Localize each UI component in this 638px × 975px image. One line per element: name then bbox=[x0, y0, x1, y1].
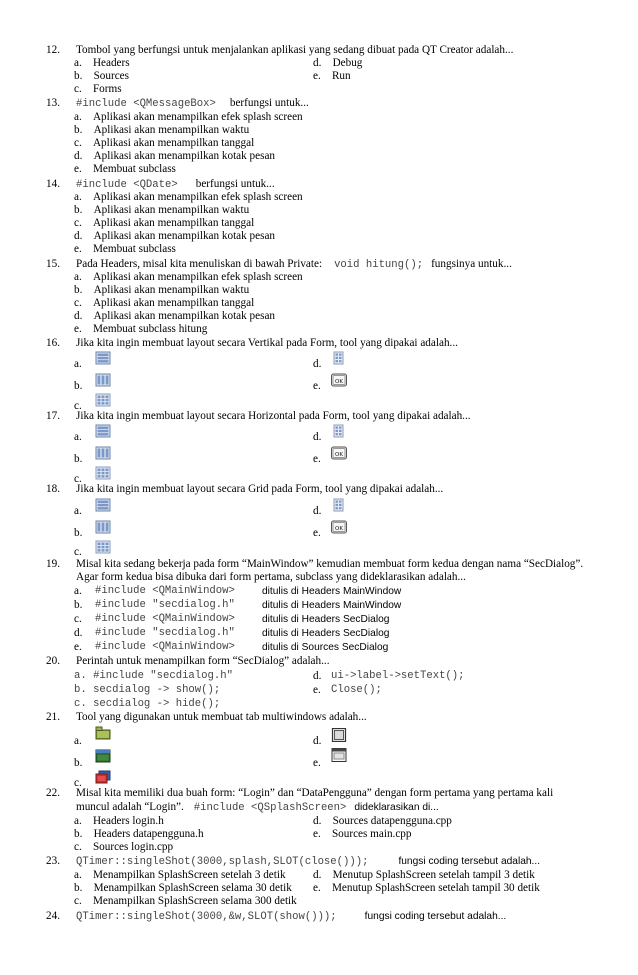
option-c: c. Aplikasi akan menampilkan tanggal bbox=[74, 137, 255, 149]
option-c: c. Aplikasi akan menampilkan tanggal bbox=[74, 217, 255, 229]
question-number: 24. bbox=[46, 910, 60, 922]
code-snippet: #include <QMainWindow> bbox=[95, 585, 235, 597]
option-d: d. Debug bbox=[313, 57, 363, 69]
option-c: c. Menampilkan SplashScreen selama 300 detik bbox=[74, 895, 297, 907]
option-e: e. Menutup SplashScreen setelah tampil 30 detik bbox=[313, 882, 540, 894]
option-b-label: b. bbox=[74, 453, 83, 465]
option-c: c. Forms bbox=[74, 83, 122, 95]
option-c: c. Aplikasi akan menampilkan tanggal bbox=[74, 297, 255, 309]
vertical-layout-icon bbox=[95, 498, 111, 512]
question-text-cont: Agar form kedua bisa dibuka dari form pertama, subclass yang dideklarasikan adalah... bbox=[76, 571, 466, 583]
option-e: e. Run bbox=[313, 70, 351, 82]
option-d: d. Aplikasi akan menampilkan kotak pesan bbox=[74, 150, 276, 162]
option-b: b. Menampilkan SplashScreen selama 30 detik bbox=[74, 882, 292, 894]
question-number: 14. bbox=[46, 178, 60, 190]
option-d: d. Sources datapengguna.cpp bbox=[313, 815, 452, 827]
toolbox-icon bbox=[95, 770, 111, 784]
code-snippet: #include <QMessageBox> bbox=[76, 98, 216, 110]
option-a-label: a. bbox=[74, 735, 82, 747]
question-text: Tombol yang berfungsi untuk menjalankan aplikasi yang sedang dibuat pada QT Creator adalah... bbox=[76, 44, 514, 56]
code-snippet: #include <QMainWindow> bbox=[95, 641, 235, 653]
question-text: fungsi coding tersebut adalah... bbox=[398, 856, 541, 867]
grid-layout-icon bbox=[95, 540, 111, 554]
option-desc: ditulis di Headers SecDialog bbox=[262, 614, 390, 625]
option-a: a. Aplikasi akan menampilkan efek splash screen bbox=[74, 111, 303, 123]
question-number: 21. bbox=[46, 711, 60, 723]
code-snippet: QTimer::singleShot(3000,splash,SLOT(close())); bbox=[76, 856, 369, 868]
option-e-label: e. bbox=[313, 527, 321, 539]
option-label: c. bbox=[74, 613, 82, 625]
grid-layout-icon bbox=[95, 393, 111, 407]
question-number: 19. bbox=[46, 558, 60, 570]
code-snippet: #include <QDate> bbox=[76, 179, 178, 191]
grid-layout-icon bbox=[95, 466, 111, 480]
question-text: fungsi coding tersebut adalah... bbox=[364, 911, 507, 922]
option-d-code: ui->label->setText(); bbox=[331, 670, 465, 682]
question-text: Misal kita sedang bekerja pada form “MainWindow” kemudian membuat form kedua dengan nama “SecDialog”. bbox=[76, 558, 584, 570]
option-b-label: b. bbox=[74, 380, 83, 392]
code-snippet: void hitung(); bbox=[334, 259, 424, 271]
option-label: d. bbox=[74, 627, 83, 639]
option-b: b. Aplikasi akan menampilkan waktu bbox=[74, 124, 250, 136]
option-a: a. #include "secdialog.h" bbox=[74, 670, 233, 682]
question-text: berfungsi untuk... bbox=[195, 178, 275, 190]
option-label: a. bbox=[74, 585, 82, 597]
option-e-code: Close(); bbox=[331, 684, 382, 696]
code-snippet: #include "secdialog.h" bbox=[95, 599, 235, 611]
question-number: 13. bbox=[46, 97, 60, 109]
question-number: 18. bbox=[46, 483, 60, 495]
option-d-label: d. bbox=[313, 358, 322, 370]
question-text: Pada Headers, misal kita menuliskan di bawah Private: bbox=[76, 258, 323, 270]
question-text-cont: muncul adalah “Login”. bbox=[76, 801, 184, 813]
option-a: a. Menampilkan SplashScreen setelah 3 detik bbox=[74, 869, 286, 881]
option-e: e. Membuat subclass hitung bbox=[74, 323, 208, 335]
question-number: 20. bbox=[46, 655, 60, 667]
horizontal-layout-icon bbox=[95, 446, 111, 460]
question-text: berfungsi untuk... bbox=[229, 97, 309, 109]
option-c-label: c. bbox=[74, 400, 82, 412]
frame-icon bbox=[331, 728, 347, 742]
form-layout-icon bbox=[331, 424, 347, 438]
option-e-label: e. bbox=[313, 757, 321, 769]
option-desc: ditulis di Sources SecDialog bbox=[262, 642, 389, 653]
option-d-label: d. bbox=[313, 670, 322, 682]
question-number: 17. bbox=[46, 410, 60, 422]
question-number: 22. bbox=[46, 787, 60, 799]
code-snippet: #include <QSplashScreen> bbox=[193, 802, 347, 814]
horizontal-layout-icon bbox=[95, 520, 111, 534]
option-label: e. bbox=[74, 641, 82, 653]
question-text: Jika kita ingin membuat layout secara Vertikal pada Form, tool yang dipakai adalah... bbox=[76, 337, 458, 349]
option-a: a. Aplikasi akan menampilkan efek splash screen bbox=[74, 191, 303, 203]
horizontal-layout-icon bbox=[95, 373, 111, 387]
option-c-label: c. bbox=[74, 473, 82, 485]
question-text: Tool yang digunakan untuk membuat tab multiwindows adalah... bbox=[76, 711, 367, 723]
option-a: a. Headers login.h bbox=[74, 815, 164, 827]
option-e-label: e. bbox=[313, 380, 321, 392]
push-button-icon bbox=[331, 373, 347, 387]
option-b-label: b. bbox=[74, 527, 83, 539]
option-b: b. secdialog -> show(); bbox=[74, 684, 221, 696]
question-text-cont: fungsinya untuk... bbox=[431, 258, 512, 270]
question-number: 16. bbox=[46, 337, 60, 349]
vertical-layout-icon bbox=[95, 424, 111, 438]
question-number: 23. bbox=[46, 855, 60, 867]
option-b: b. Headers datapengguna.h bbox=[74, 828, 204, 840]
option-b: b. Aplikasi akan menampilkan waktu bbox=[74, 284, 250, 296]
option-a-label: a. bbox=[74, 505, 82, 517]
option-e-label: e. bbox=[313, 684, 321, 696]
option-d: d. Aplikasi akan menampilkan kotak pesan bbox=[74, 230, 276, 242]
question-number: 12. bbox=[46, 44, 60, 56]
form-layout-icon bbox=[331, 498, 347, 512]
question-text: Jika kita ingin membuat layout secara Horizontal pada Form, tool yang dipakai adalah... bbox=[76, 410, 471, 422]
option-label: b. bbox=[74, 599, 83, 611]
stacked-widget-icon bbox=[95, 749, 111, 763]
option-c: c. secdialog -> hide(); bbox=[74, 698, 221, 710]
question-text: Jika kita ingin membuat layout secara Grid pada Form, tool yang dipakai adalah... bbox=[76, 483, 444, 495]
question-text: Misal kita memiliki dua buah form: “Login” dan “DataPengguna” dengan form pertama yang pertama kali bbox=[76, 787, 554, 799]
option-desc: ditulis di Headers MainWindow bbox=[262, 586, 402, 597]
push-button-icon bbox=[331, 520, 347, 534]
option-a-label: a. bbox=[74, 358, 82, 370]
code-snippet: #include <QMainWindow> bbox=[95, 613, 235, 625]
tab-widget-icon bbox=[95, 726, 111, 740]
question-text-end: dideklarasikan di... bbox=[354, 802, 439, 813]
option-a-label: a. bbox=[74, 431, 82, 443]
option-e: e. Sources main.cpp bbox=[313, 828, 412, 840]
option-b: b. Aplikasi akan menampilkan waktu bbox=[74, 204, 250, 216]
code-snippet: QTimer::singleShot(3000,&w,SLOT(show())); bbox=[76, 911, 337, 923]
option-a: a. Aplikasi akan menampilkan efek splash screen bbox=[74, 271, 303, 283]
option-d-label: d. bbox=[313, 431, 322, 443]
question-text: Perintah untuk menampilkan form “SecDialog” adalah... bbox=[76, 655, 330, 667]
option-d-label: d. bbox=[313, 735, 322, 747]
option-e: e. Membuat subclass bbox=[74, 163, 176, 175]
option-c-label: c. bbox=[74, 777, 82, 789]
option-desc: ditulis di Headers SecDialog bbox=[262, 628, 390, 639]
option-d-label: d. bbox=[313, 505, 322, 517]
option-c-label: c. bbox=[74, 546, 82, 558]
window-icon bbox=[331, 748, 347, 762]
code-snippet: #include "secdialog.h" bbox=[95, 627, 235, 639]
option-a: a. Headers bbox=[74, 57, 130, 69]
option-b: b. Sources bbox=[74, 70, 129, 82]
option-desc: ditulis di Headers MainWindow bbox=[262, 600, 402, 611]
question-number: 15. bbox=[46, 258, 60, 270]
push-button-icon bbox=[331, 446, 347, 460]
vertical-layout-icon bbox=[95, 351, 111, 365]
option-c: c. Sources login.cpp bbox=[74, 841, 174, 853]
option-b-label: b. bbox=[74, 757, 83, 769]
option-d: d. Aplikasi akan menampilkan kotak pesan bbox=[74, 310, 276, 322]
option-e: e. Membuat subclass bbox=[74, 243, 176, 255]
form-layout-icon bbox=[331, 351, 347, 365]
option-e-label: e. bbox=[313, 453, 321, 465]
option-d: d. Menutup SplashScreen setelah tampil 3 detik bbox=[313, 869, 535, 881]
